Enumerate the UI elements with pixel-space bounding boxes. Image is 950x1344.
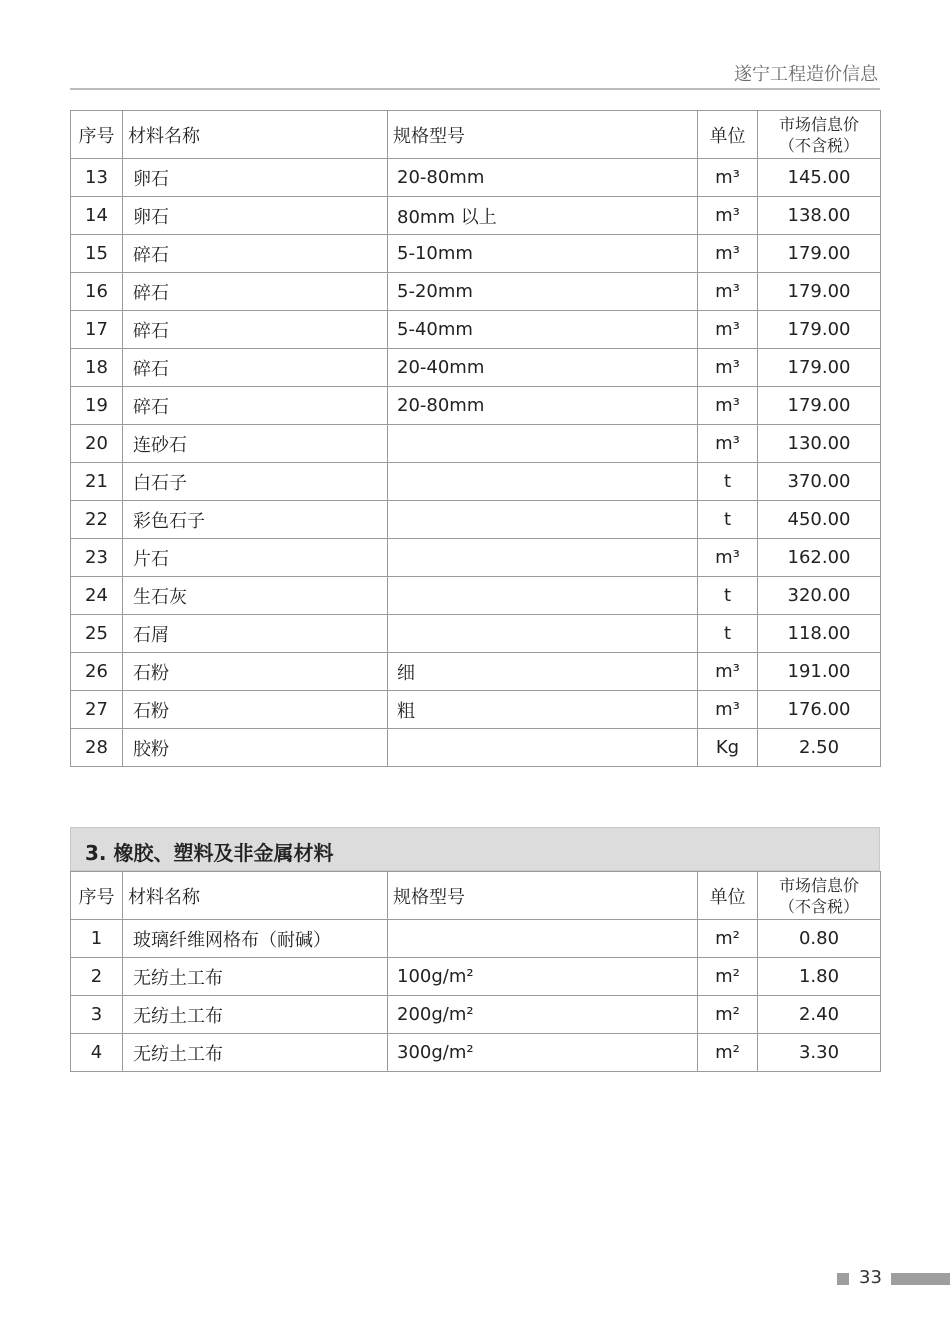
table-row xyxy=(71,615,881,653)
cell-spec: 20-80mm xyxy=(388,159,698,197)
cell-unit: m³ xyxy=(698,197,758,235)
cell-price: 191.00 xyxy=(758,653,881,691)
cell-spec xyxy=(388,463,698,501)
footer-square-mark xyxy=(837,1273,849,1285)
cell-unit: t xyxy=(698,463,758,501)
cell-unit: m³ xyxy=(698,539,758,577)
cell-num: 28 xyxy=(71,729,123,767)
cell-spec xyxy=(388,615,698,653)
cell-price: 179.00 xyxy=(758,387,881,425)
cell-num: 17 xyxy=(71,311,123,349)
cell-spec xyxy=(388,539,698,577)
table-row xyxy=(71,1034,881,1072)
cell-price: 2.40 xyxy=(758,996,881,1034)
cell-num: 18 xyxy=(71,349,123,387)
cell-price: 162.00 xyxy=(758,539,881,577)
cell-spec xyxy=(388,920,698,958)
cell-name: 生石灰 xyxy=(123,577,388,615)
table-row xyxy=(71,729,881,767)
cell-unit: m³ xyxy=(698,425,758,463)
footer-bar-mark xyxy=(891,1273,950,1285)
cell-name: 石粉 xyxy=(123,653,388,691)
section-header xyxy=(70,827,880,871)
cell-spec: 细 xyxy=(388,653,698,691)
materials-table-rubber-plastic xyxy=(70,871,881,1072)
cell-spec: 5-40mm xyxy=(388,311,698,349)
cell-unit: m³ xyxy=(698,653,758,691)
cell-spec xyxy=(388,425,698,463)
col-header-price-line1: 市场信息价 xyxy=(778,875,859,895)
table-row xyxy=(71,197,881,235)
cell-name: 碎石 xyxy=(123,273,388,311)
cell-spec: 20-40mm xyxy=(388,349,698,387)
col-header-spec: 规格型号 xyxy=(388,872,698,920)
table-row xyxy=(71,577,881,615)
col-header-unit: 单位 xyxy=(698,111,758,159)
cell-num: 4 xyxy=(71,1034,123,1072)
cell-num: 27 xyxy=(71,691,123,729)
cell-spec: 100g/m² xyxy=(388,958,698,996)
cell-unit: m² xyxy=(698,958,758,996)
cell-name: 无纺土工布 xyxy=(123,958,388,996)
table-body xyxy=(71,159,881,767)
cell-num: 19 xyxy=(71,387,123,425)
publication-title: 遂宁工程造价信息 xyxy=(734,64,878,85)
table-body xyxy=(71,920,881,1072)
table-row xyxy=(71,653,881,691)
cell-num: 23 xyxy=(71,539,123,577)
cell-unit: m³ xyxy=(698,387,758,425)
page-number: 33 xyxy=(859,1267,882,1288)
cell-spec xyxy=(388,729,698,767)
cell-price: 145.00 xyxy=(758,159,881,197)
cell-price: 118.00 xyxy=(758,615,881,653)
cell-name: 石粉 xyxy=(123,691,388,729)
cell-name: 片石 xyxy=(123,539,388,577)
cell-name: 连砂石 xyxy=(123,425,388,463)
col-header-price xyxy=(758,111,881,159)
col-header-num: 序号 xyxy=(71,872,123,920)
cell-unit: m² xyxy=(698,996,758,1034)
table-header-row xyxy=(71,872,881,920)
cell-unit: m³ xyxy=(698,235,758,273)
cell-spec: 5-10mm xyxy=(388,235,698,273)
cell-price: 176.00 xyxy=(758,691,881,729)
table-row xyxy=(71,387,881,425)
cell-name: 彩色石子 xyxy=(123,501,388,539)
cell-price: 3.30 xyxy=(758,1034,881,1072)
cell-spec: 200g/m² xyxy=(388,996,698,1034)
cell-name: 胶粉 xyxy=(123,729,388,767)
cell-price: 179.00 xyxy=(758,311,881,349)
table-row xyxy=(71,425,881,463)
cell-num: 2 xyxy=(71,958,123,996)
table-row xyxy=(71,311,881,349)
table-row xyxy=(71,235,881,273)
cell-num: 20 xyxy=(71,425,123,463)
cell-unit: m² xyxy=(698,920,758,958)
cell-spec: 80mm 以上 xyxy=(388,197,698,235)
col-header-name: 材料名称 xyxy=(123,111,388,159)
cell-price: 1.80 xyxy=(758,958,881,996)
cell-spec: 粗 xyxy=(388,691,698,729)
cell-price: 179.00 xyxy=(758,273,881,311)
cell-num: 15 xyxy=(71,235,123,273)
cell-name: 石屑 xyxy=(123,615,388,653)
cell-price: 138.00 xyxy=(758,197,881,235)
cell-spec: 5-20mm xyxy=(388,273,698,311)
cell-name: 无纺土工布 xyxy=(123,1034,388,1072)
cell-unit: m³ xyxy=(698,349,758,387)
col-header-unit: 单位 xyxy=(698,872,758,920)
cell-unit: m³ xyxy=(698,311,758,349)
cell-name: 碎石 xyxy=(123,311,388,349)
table-row xyxy=(71,691,881,729)
col-header-name: 材料名称 xyxy=(123,872,388,920)
cell-price: 370.00 xyxy=(758,463,881,501)
cell-unit: t xyxy=(698,615,758,653)
section-title: 3. 橡胶、塑料及非金属材料 xyxy=(85,841,334,865)
cell-num: 3 xyxy=(71,996,123,1034)
col-header-price-line2: （不含税） xyxy=(778,135,859,155)
table-row xyxy=(71,349,881,387)
cell-name: 白石子 xyxy=(123,463,388,501)
cell-num: 21 xyxy=(71,463,123,501)
cell-price: 450.00 xyxy=(758,501,881,539)
cell-unit: t xyxy=(698,501,758,539)
cell-unit: t xyxy=(698,577,758,615)
cell-price: 130.00 xyxy=(758,425,881,463)
cell-price: 2.50 xyxy=(758,729,881,767)
cell-num: 13 xyxy=(71,159,123,197)
table-row xyxy=(71,273,881,311)
table-header-row xyxy=(71,111,881,159)
cell-price: 179.00 xyxy=(758,235,881,273)
cell-price: 0.80 xyxy=(758,920,881,958)
cell-num: 25 xyxy=(71,615,123,653)
cell-unit: m³ xyxy=(698,273,758,311)
cell-num: 14 xyxy=(71,197,123,235)
col-header-price-line2: （不含税） xyxy=(778,896,859,916)
cell-name: 卵石 xyxy=(123,159,388,197)
cell-unit: m³ xyxy=(698,159,758,197)
cell-name: 玻璃纤维网格布（耐碱） xyxy=(123,920,388,958)
cell-unit: Kg xyxy=(698,729,758,767)
cell-spec: 300g/m² xyxy=(388,1034,698,1072)
cell-unit: m³ xyxy=(698,691,758,729)
cell-num: 16 xyxy=(71,273,123,311)
table-row xyxy=(71,501,881,539)
cell-num: 26 xyxy=(71,653,123,691)
cell-num: 24 xyxy=(71,577,123,615)
col-header-price xyxy=(758,872,881,920)
col-header-spec: 规格型号 xyxy=(388,111,698,159)
col-header-num: 序号 xyxy=(71,111,123,159)
cell-spec xyxy=(388,501,698,539)
table-row xyxy=(71,463,881,501)
cell-price: 179.00 xyxy=(758,349,881,387)
cell-unit: m² xyxy=(698,1034,758,1072)
table-row xyxy=(71,539,881,577)
cell-name: 无纺土工布 xyxy=(123,996,388,1034)
table-row xyxy=(71,958,881,996)
table-row xyxy=(71,996,881,1034)
cell-name: 卵石 xyxy=(123,197,388,235)
cell-name: 碎石 xyxy=(123,349,388,387)
table-row xyxy=(71,920,881,958)
cell-num: 1 xyxy=(71,920,123,958)
cell-num: 22 xyxy=(71,501,123,539)
cell-spec xyxy=(388,577,698,615)
cell-name: 碎石 xyxy=(123,235,388,273)
cell-name: 碎石 xyxy=(123,387,388,425)
header-divider xyxy=(70,88,880,90)
cell-spec: 20-80mm xyxy=(388,387,698,425)
col-header-price-line1: 市场信息价 xyxy=(778,114,859,134)
materials-table-stone xyxy=(70,110,881,767)
cell-price: 320.00 xyxy=(758,577,881,615)
table-row xyxy=(71,159,881,197)
